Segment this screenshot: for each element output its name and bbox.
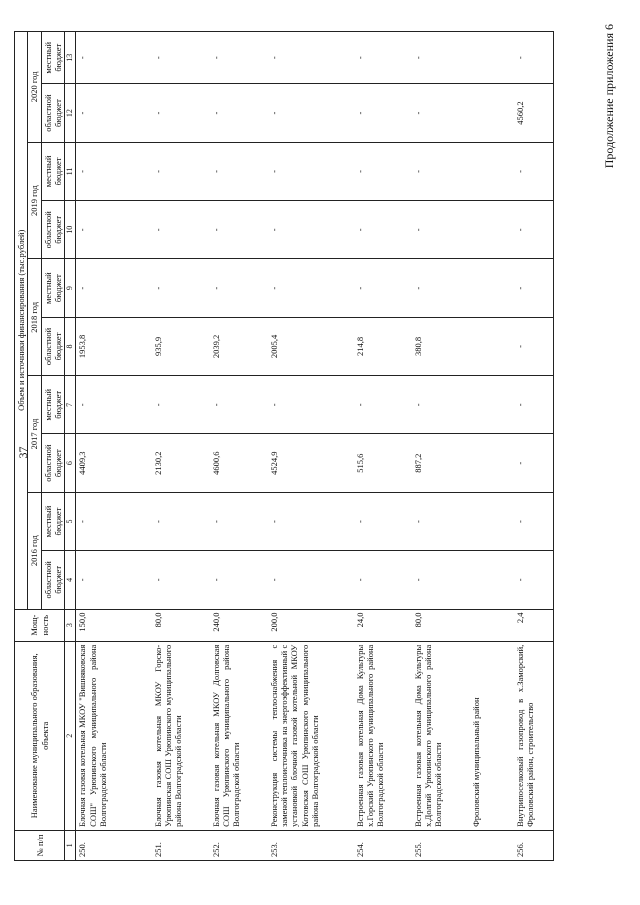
funding-value: - [514,434,554,492]
header-year: 2019 год [28,142,41,259]
funding-value: - [412,201,470,259]
row-number: 255. [412,830,470,860]
table-row [412,32,470,861]
funding-value: - [354,84,412,142]
funding-value: - [76,201,152,259]
funding-value: 515,6 [354,434,412,492]
table-row [354,32,412,861]
funding-value: - [152,376,210,434]
row-number: 250. [76,830,152,860]
funding-value: 4409,3 [76,434,152,492]
funding-value: - [76,492,152,550]
object-name: Внутрипоселковый газопровод в х.Заморский, Фроловский район, строительство [514,641,554,830]
funding-value: 214,8 [354,317,412,375]
funding-value: - [268,201,354,259]
funding-value: - [152,201,210,259]
funding-value: - [210,259,268,317]
row-number: 251. [152,830,210,860]
column-index: 9 [65,259,76,317]
power-value: 80,0 [152,609,210,641]
value-cell [470,201,514,259]
funding-value: - [354,551,412,609]
value-cell [470,142,514,200]
column-index: 7 [65,376,76,434]
funding-value: - [412,259,470,317]
power-value: 240,0 [210,609,268,641]
row-number: 254. [354,830,412,860]
header-year: 2016 год [28,492,41,609]
header-funding: Объем и источники финансирования (тыс.рублей) [15,32,28,610]
header-local: местный бюджет [41,492,65,550]
header-no: № п/п [15,830,65,860]
funding-table [14,31,554,861]
funding-value: - [268,492,354,550]
funding-value: - [152,492,210,550]
header-local: местный бюджет [41,32,65,84]
table-row [210,32,268,861]
funding-value: - [210,32,268,84]
column-index: 2 [65,641,76,830]
funding-value: - [268,376,354,434]
funding-value: - [76,142,152,200]
funding-value: 2130,2 [152,434,210,492]
funding-value: - [268,142,354,200]
column-index: 11 [65,142,76,200]
funding-value: - [152,259,210,317]
funding-value: - [268,32,354,84]
power-value: 80,0 [412,609,470,641]
funding-value: - [210,492,268,550]
funding-value: 2039,2 [210,317,268,375]
funding-value: - [412,376,470,434]
funding-value: - [412,142,470,200]
object-name: Блочная газовая котельная МКОУ Горско-Урюпинская СОШ Урюпинского муниципального района Волгоградской области [152,641,210,830]
column-index: 4 [65,551,76,609]
value-cell [470,492,514,550]
section-name: Фроловский муниципальный район [470,641,514,830]
funding-value: 4560,2 [514,84,554,142]
funding-value: - [268,551,354,609]
value-cell [470,32,514,84]
header-year: 2018 год [28,259,41,376]
funding-value: - [514,317,554,375]
column-index: 10 [65,201,76,259]
funding-value: - [514,32,554,84]
funding-value: - [514,201,554,259]
value-cell [470,317,514,375]
funding-value: - [354,376,412,434]
row-number-cell [470,830,514,860]
table-row [152,32,210,861]
funding-value: - [354,201,412,259]
funding-value: - [152,32,210,84]
header-local: местный бюджет [41,142,65,200]
object-name: Встроенная газовая котельная Дома Культуры х.Долгий Урюпинского муниципального района Волгоградской области [412,641,470,830]
header-regional: областной бюджет [41,434,65,492]
funding-value: 935,9 [152,317,210,375]
funding-value: - [210,551,268,609]
funding-value: - [210,201,268,259]
column-index: 6 [65,434,76,492]
funding-value: - [514,492,554,550]
header-year: 2017 год [28,376,41,493]
funding-value: - [354,259,412,317]
funding-value: - [268,259,354,317]
header-year: 2020 год [28,32,41,143]
funding-value: - [76,551,152,609]
table-body [76,32,554,861]
column-index: 12 [65,84,76,142]
object-name: Блочная газовая котельная МКОУ Долговская СОШ Урюпинского муниципального района Волгоградской области [210,641,268,830]
funding-value: - [268,84,354,142]
funding-value: 4524,9 [268,434,354,492]
power-cell [470,609,514,641]
power-value: 24,0 [354,609,412,641]
funding-value: - [152,551,210,609]
table-row [268,32,354,861]
value-cell [470,434,514,492]
funding-value: - [354,142,412,200]
funding-value: - [514,259,554,317]
funding-value: - [152,142,210,200]
object-name: Встроенная газовая котельная Дома Культуры х.Горский Урюпинского муниципального района Волгоградской области [354,641,412,830]
header-power: Мощ-ность [15,609,65,641]
funding-value: - [514,376,554,434]
column-index: 1 [65,830,76,860]
funding-value: - [210,376,268,434]
header-regional: областной бюджет [41,201,65,259]
power-value: 200,0 [268,609,354,641]
funding-value: - [210,84,268,142]
column-index: 8 [65,317,76,375]
funding-value: - [76,32,152,84]
funding-value: - [76,376,152,434]
funding-value: - [412,84,470,142]
funding-value: - [514,551,554,609]
funding-value: 2005,4 [268,317,354,375]
funding-value: - [412,492,470,550]
value-cell [470,376,514,434]
object-name: Реконструкция системы теплоснабжения с заменой теплоисточника на энергоэффективный с установкой блочной газовой котельной МКОУ Котовская СОШ Урюпинского муниципального района Волгоградской области [268,641,354,830]
funding-value: - [152,84,210,142]
header-regional: областной бюджет [41,317,65,375]
header-name: Наименование муниципального образования, объекта [15,641,65,830]
row-number: 252. [210,830,268,860]
funding-value: - [354,32,412,84]
continuation-label: Продолжение приложения 6 [602,24,616,169]
column-index: 13 [65,32,76,84]
column-index: 5 [65,492,76,550]
funding-value: - [76,84,152,142]
header-regional: областной бюджет [41,84,65,142]
funding-value: 4600,6 [210,434,268,492]
table-row [514,32,554,861]
funding-value: - [514,142,554,200]
funding-value: - [412,551,470,609]
power-value: 2,4 [514,609,554,641]
funding-value: 380,8 [412,317,470,375]
value-cell [470,551,514,609]
value-cell [470,259,514,317]
column-index: 3 [65,609,76,641]
table-row [76,32,152,861]
header-regional: областной бюджет [41,551,65,609]
power-value: 150,0 [76,609,152,641]
header-local: местный бюджет [41,376,65,434]
value-cell [470,84,514,142]
page-number: 37 [16,446,30,459]
row-number: 253. [268,830,354,860]
funding-value: - [210,142,268,200]
funding-value: - [76,259,152,317]
funding-value: 887,2 [412,434,470,492]
funding-value: - [412,32,470,84]
funding-value: 1953,8 [76,317,152,375]
object-name: Блочная газовая котельная МКОУ "Вишняковская СОШ" Урюпинского муниципального района Волгоградской области [76,641,152,830]
row-number: 256. [514,830,554,860]
section-row [470,32,514,861]
header-local: местный бюджет [41,259,65,317]
funding-value: - [354,492,412,550]
